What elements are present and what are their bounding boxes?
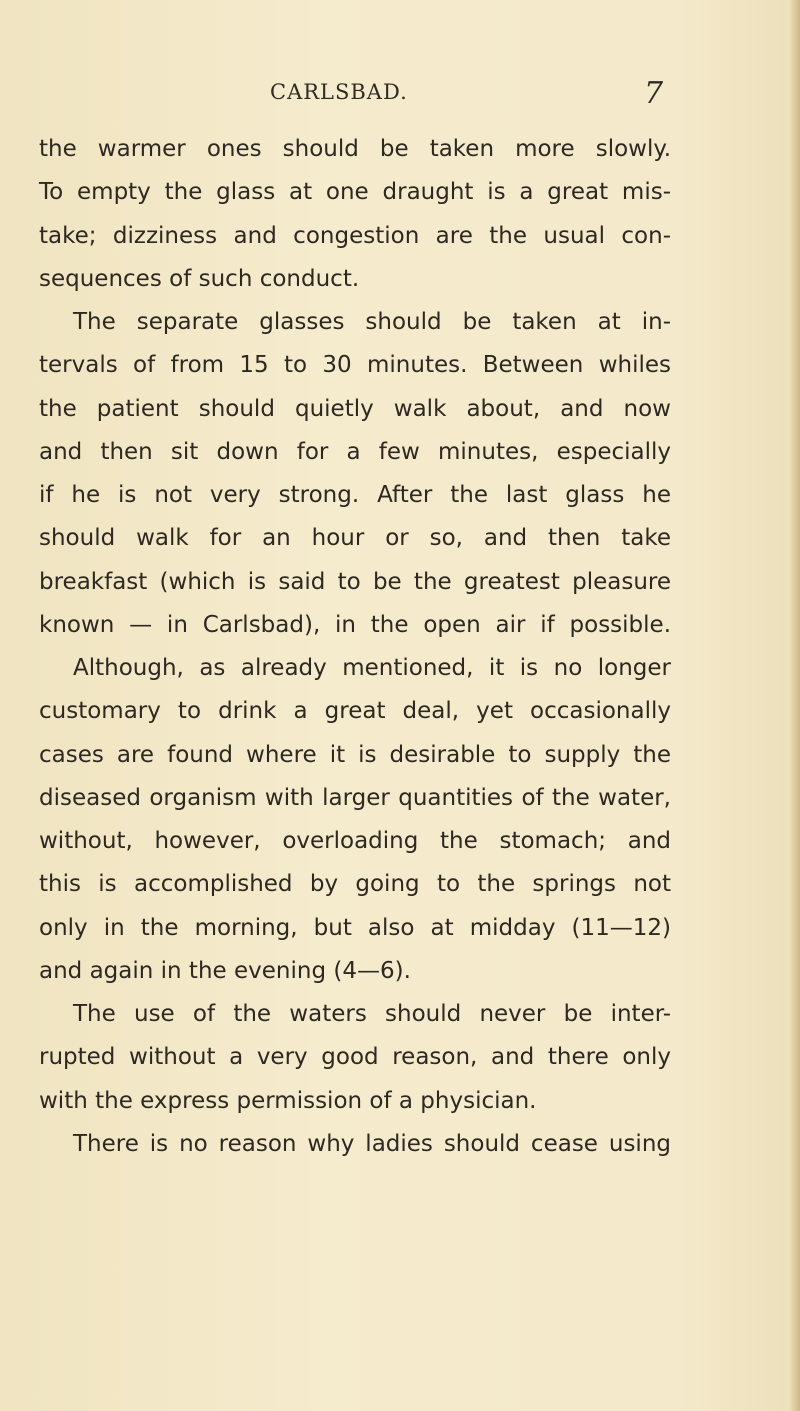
text-line: sequences of such conduct.	[39, 265, 360, 292]
page-header	[0, 76, 800, 112]
body-text	[39, 128, 671, 1166]
text-line: There is no reason why ladies should cease using	[73, 1130, 671, 1157]
text-line: tervals of from 15 to 30 minutes. Between whiles	[39, 352, 671, 379]
text-line: diseased organism with larger quantities of the water,	[39, 784, 671, 811]
text-line: and again in the evening (4—6).	[39, 957, 411, 984]
text-line: cases are found where it is desirable to supply the	[39, 741, 671, 768]
text-line: without, however, overloading the stomach; and	[39, 828, 671, 854]
text-line: if he is not very strong. After the last glass he	[39, 482, 671, 508]
text-line: and then sit down for a few minutes, especially	[39, 438, 671, 465]
text-line: The use of the waters should never be inter-	[73, 1001, 671, 1027]
text-line: only in the morning, but also at midday (11—12)	[39, 914, 671, 941]
text-line: the warmer ones should be taken more slowly.	[39, 136, 671, 162]
text-line: rupted without a very good reason, and there only	[39, 1044, 671, 1071]
running-head: CARLSBAD.	[270, 80, 408, 104]
text-line: known — in Carlsbad), in the open air if possible.	[39, 611, 671, 638]
text-line: take; dizziness and congestion are the usual con-	[39, 222, 671, 249]
text-line: breakfast (which is said to be the greatest pleasure	[39, 568, 671, 595]
text-line: The separate glasses should be taken at in-	[73, 309, 671, 335]
text-line: customary to drink a great deal, yet occasionally	[39, 698, 671, 725]
text-line: Although, as already mentioned, it is no longer	[73, 655, 671, 681]
page-edge	[790, 0, 800, 1411]
text-line: this is accomplished by going to the springs not	[39, 871, 671, 898]
text-line: To empty the glass at one draught is a great mis-	[39, 179, 671, 206]
page-number: 7	[644, 76, 664, 111]
text-line: with the express permission of a physician.	[39, 1087, 537, 1114]
text-line: the patient should quietly walk about, and now	[39, 395, 671, 422]
text-line: should walk for an hour or so, and then take	[39, 525, 671, 552]
